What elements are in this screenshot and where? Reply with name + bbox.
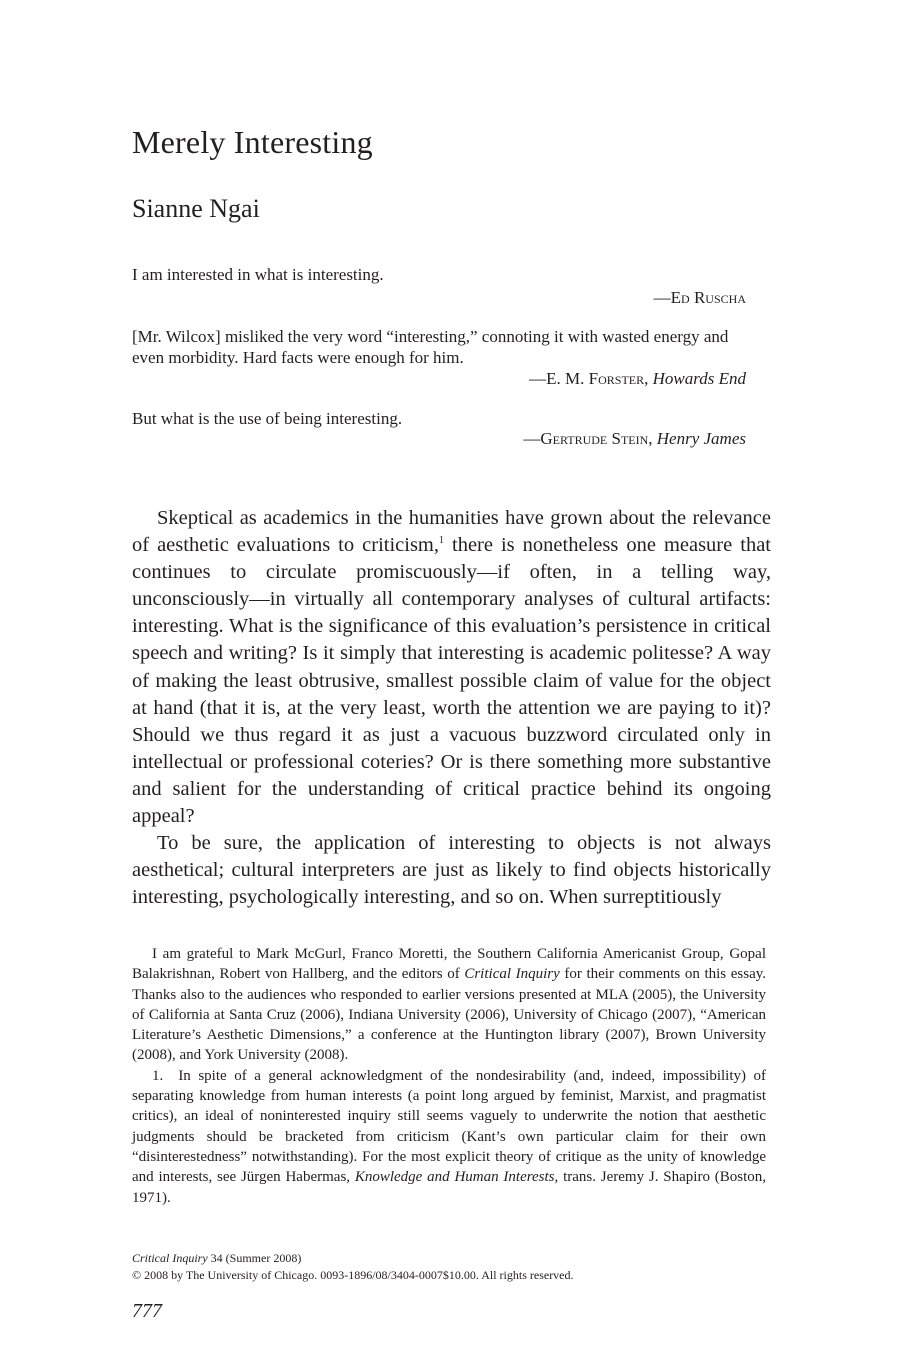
epigraph-quote: But what is the use of being interesting. xyxy=(132,409,403,428)
acknowledgment-note xyxy=(132,944,766,1066)
footnote-reference[interactable]: 1 xyxy=(439,535,444,547)
epigraph-stein xyxy=(132,408,746,449)
attribution-name: Ed Ruscha xyxy=(670,288,746,307)
journal-imprint xyxy=(132,1250,574,1284)
note-text: I am grateful to Mark McGurl, Franco Moretti, the Southern California Americanist Group, Gopal Balakrishnan, Robert von Hallberg, and the editors of xyxy=(132,946,766,983)
attribution-separator: , xyxy=(644,369,653,388)
note-text: In spite of a general acknowledgment of the nondesirability (and, indeed, impossibility) of separating knowledge from human interests (a point long argued by feminist, Marxist, and pragmatist critics), an ideal of noninterested inquiry still seems vaguely to underwrite the notion that aesthetic judgments should be bracketed from criticism (Kant’s own particular claim for their own “disinterestedness” notwithstanding). For the most explicit theory of critique as the unity of knowledge and interests, see Jürgen Habermas, xyxy=(132,1067,767,1186)
footnotes xyxy=(132,944,766,1208)
footnote-number: 1. xyxy=(152,1067,164,1084)
footnote-1 xyxy=(132,1066,766,1208)
epigraph-attribution xyxy=(132,287,746,308)
copyright-line: © 2008 by The University of Chicago. 0093-1896/08/3404-0007$10.00. All rights reserved. xyxy=(132,1268,574,1282)
paragraph-text: there is nonetheless one measure that continues to circulate promiscuously—if often, in a telling way, unconsciously—in virtually all contemporary analyses of cultural artifacts: interesting. What is the significance of this evaluation’s persistence in critical speech and writing? Is it simply that interesting is academic politesse? A way of making the least obtrusive, smallest possible claim of value for the object at hand (that it is, at the very least, worth the attention we are paying to it)? Should we thus regard it as just a vacuous buzzword circulated only in intellectual or professional coteries? Or is there something more substantive and salient for the understanding of critical practice behind its ongoing appeal? xyxy=(132,534,771,828)
paragraph-text: Skeptical as academics in the humanities have grown about the relevance of aesthetic evaluations to criticism, xyxy=(132,507,771,557)
epigraph-forster xyxy=(132,326,746,389)
attribution-work: Howards End xyxy=(652,369,746,388)
attribution-separator: , xyxy=(648,429,657,448)
epigraph-attribution xyxy=(132,368,746,389)
article-title: Merely Interesting xyxy=(132,124,373,160)
body-paragraph-2: To be sure, the application of interesting to objects is not always aesthetical; cultural interpreters are just as likely to find objects historically interesting, psychologically interesting, and so on. When surreptitiously xyxy=(132,832,771,909)
page-number: 777 xyxy=(132,1300,162,1322)
attribution-name: Gertrude Stein xyxy=(540,429,649,448)
book-title: Knowledge and Human Interests xyxy=(354,1169,555,1186)
issue-info: 34 (Summer 2008) xyxy=(207,1251,302,1265)
epigraph-quote: [Mr. Wilcox] misliked the very word “interesting,” connoting it with wasted energy and even morbidity. Hard facts were enough for him. xyxy=(132,327,729,367)
attribution-dash: — xyxy=(529,369,547,388)
attribution-dash: — xyxy=(523,429,541,448)
note-text: for their comments on this essay. Thanks also to the audiences who responded to earlier versions presented at MLA (2005), the University of California at Santa Cruz (2006), Indiana University (2006), University of Chicago (2007), “American Literature’s Aesthetic Dimensions,” a conference at the Huntington library (2007), Brown University (2008), and York University (2008). xyxy=(132,966,766,1064)
epigraph-attribution xyxy=(132,428,746,449)
attribution-work: Henry James xyxy=(656,429,746,448)
journal-issue xyxy=(132,1250,574,1267)
attribution-name: E. M. Forster xyxy=(546,369,645,388)
journal-name: Critical Inquiry xyxy=(132,1251,208,1265)
article-author: Sianne Ngai xyxy=(132,194,260,223)
journal-title: Critical Inquiry xyxy=(464,966,560,983)
body-text xyxy=(132,505,771,911)
epigraph-ruscha xyxy=(132,264,746,308)
epigraph-quote: I am interested in what is interesting. xyxy=(132,265,384,284)
attribution-dash: — xyxy=(653,288,671,307)
body-paragraph-1 xyxy=(132,505,771,830)
note-text: , trans. Jeremy J. Shapiro (Boston, 1971). xyxy=(132,1169,767,1206)
